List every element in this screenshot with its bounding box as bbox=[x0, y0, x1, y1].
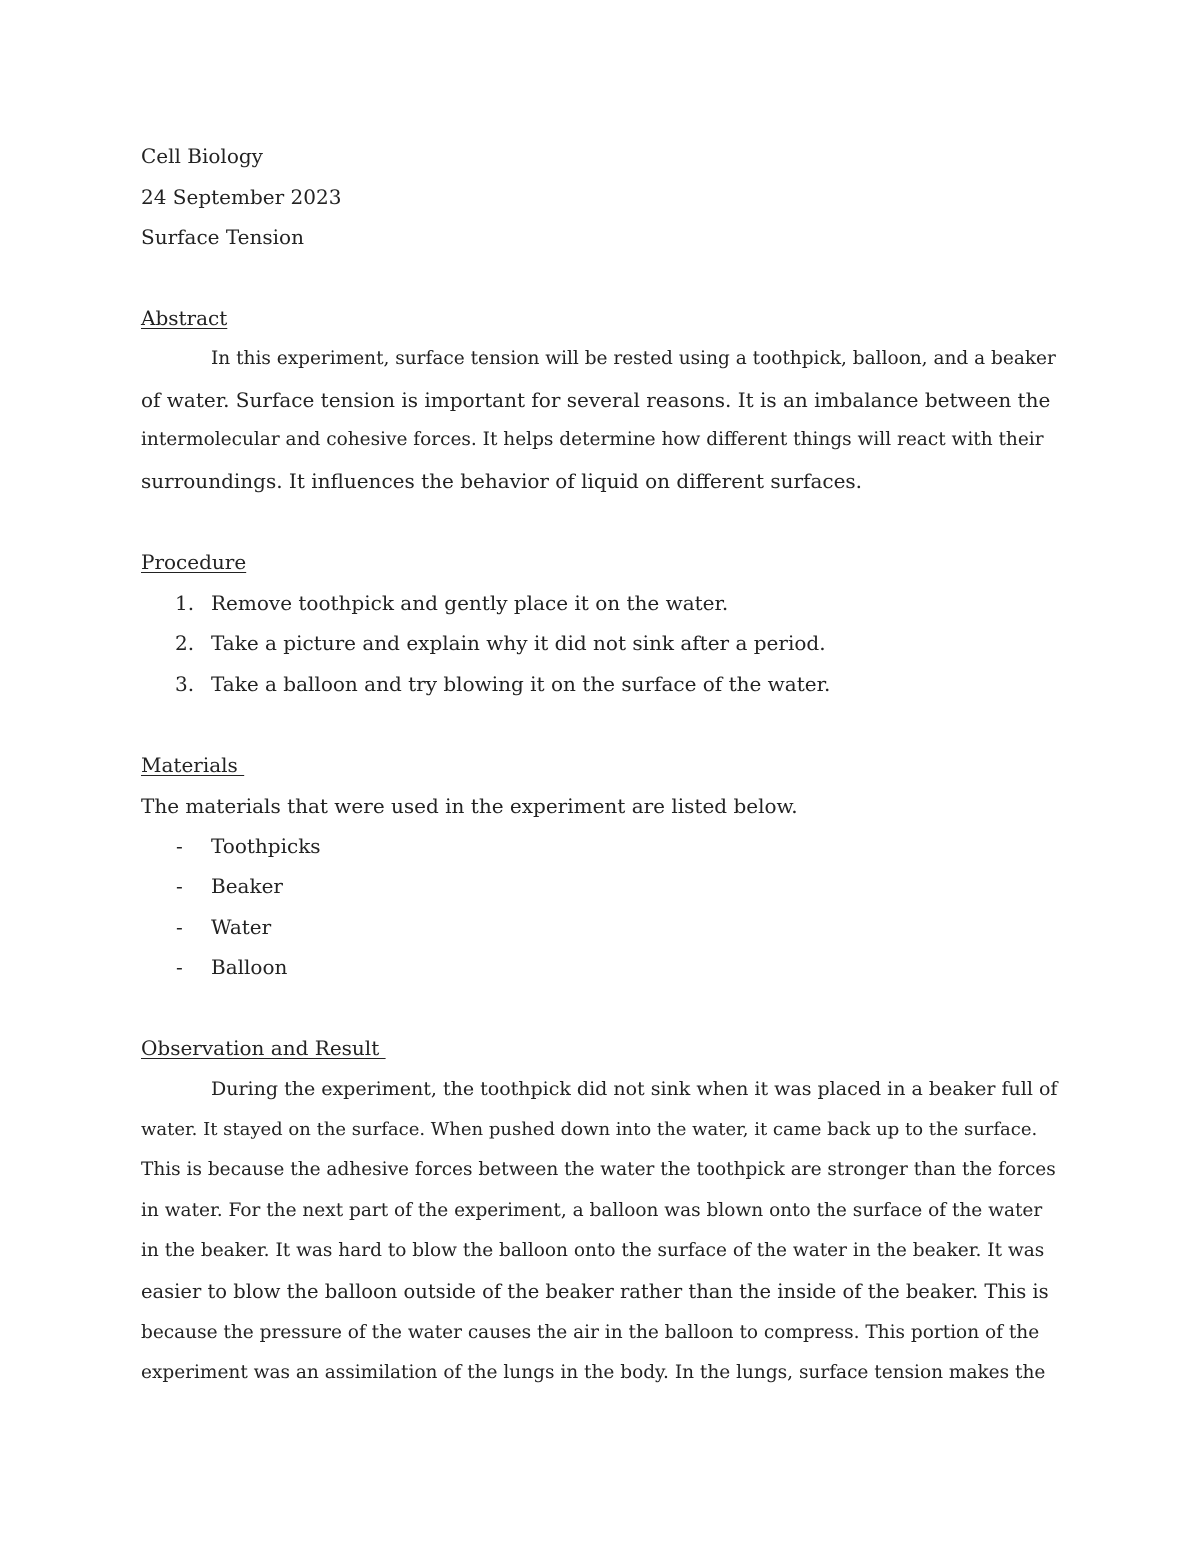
materials-item bbox=[141, 826, 1061, 867]
procedure-heading: Procedure bbox=[141, 549, 247, 574]
procedure-step-text: Take a balloon and try blowing it on the surface of the water. bbox=[211, 671, 831, 696]
materials-list bbox=[141, 826, 1061, 988]
abstract-line: In this experiment, surface tension will be rested using a toothpick, balloon, and a beaker bbox=[211, 347, 1056, 369]
list-dash: - bbox=[176, 955, 183, 980]
materials-item-text: Toothpicks bbox=[211, 833, 321, 858]
observation-line: During the experiment, the toothpick did not sink when it was placed in a beaker full of bbox=[211, 1078, 1058, 1101]
abstract-heading: Abstract bbox=[141, 306, 228, 331]
abstract-line: surroundings. It influences the behavior of liquid on different surfaces. bbox=[141, 468, 863, 493]
list-number: 1. bbox=[175, 590, 195, 615]
document-title: Surface Tension bbox=[141, 225, 304, 250]
materials-item bbox=[141, 947, 1061, 988]
materials-heading-row bbox=[141, 745, 1061, 786]
procedure-step bbox=[141, 664, 1061, 705]
materials-item-text: Water bbox=[211, 914, 272, 939]
procedure-step bbox=[141, 583, 1061, 624]
observation-line: because the pressure of the water causes the air in the balloon to compress. This portion of the bbox=[141, 1321, 1040, 1343]
materials-intro: The materials that were used in the experiment are listed below. bbox=[141, 793, 798, 818]
abstract-paragraph bbox=[141, 339, 1061, 501]
list-number: 3. bbox=[175, 671, 195, 696]
observation-line: in water. For the next part of the experiment, a balloon was blown onto the surface of the water bbox=[141, 1199, 1043, 1221]
procedure-step-text: Remove toothpick and gently place it on the water. bbox=[211, 590, 729, 615]
procedure-step-text: Take a picture and explain why it did not sink after a period. bbox=[211, 631, 826, 656]
materials-item-text: Beaker bbox=[211, 874, 283, 899]
document-content bbox=[141, 136, 1061, 1394]
observation-heading: Observation and Result bbox=[141, 1036, 386, 1061]
list-dash: - bbox=[176, 914, 183, 939]
materials-heading: Materials bbox=[141, 752, 245, 777]
materials-item bbox=[141, 866, 1061, 907]
procedure-list bbox=[141, 583, 1061, 705]
abstract-line: of water. Surface tension is important for several reasons. It is an imbalance between the bbox=[141, 387, 1051, 412]
list-number: 2. bbox=[175, 631, 195, 656]
course-name: Cell Biology bbox=[141, 144, 263, 168]
document-date: 24 September 2023 bbox=[141, 184, 342, 209]
abstract-heading-row bbox=[141, 298, 1061, 339]
observation-line: experiment was an assimilation of the lungs in the body. In the lungs, surface tension makes the bbox=[141, 1362, 1046, 1384]
materials-item-text: Balloon bbox=[211, 955, 288, 980]
observation-line: easier to blow the balloon outside of the beaker rather than the inside of the beaker. This is bbox=[141, 1280, 1049, 1304]
materials-item bbox=[141, 907, 1061, 948]
spacer bbox=[141, 501, 1061, 542]
abstract-line: intermolecular and cohesive forces. It helps determine how different things will react with their bbox=[141, 429, 1044, 451]
procedure-heading-row bbox=[141, 542, 1061, 583]
observation-line: water. It stayed on the surface. When pushed down into the water, it came back up to the surface. bbox=[141, 1118, 1038, 1140]
spacer bbox=[141, 704, 1061, 745]
spacer bbox=[141, 258, 1061, 299]
list-dash: - bbox=[176, 833, 183, 858]
observation-paragraph bbox=[141, 1069, 1061, 1394]
observation-line: This is because the adhesive forces between the water the toothpick are stronger than the forces bbox=[141, 1159, 1056, 1181]
observation-line: in the beaker. It was hard to blow the balloon onto the surface of the water in the beaker. It was bbox=[141, 1240, 1045, 1262]
observation-heading-row bbox=[141, 1028, 1061, 1069]
procedure-step bbox=[141, 623, 1061, 664]
list-dash: - bbox=[176, 874, 183, 899]
spacer bbox=[141, 988, 1061, 1029]
